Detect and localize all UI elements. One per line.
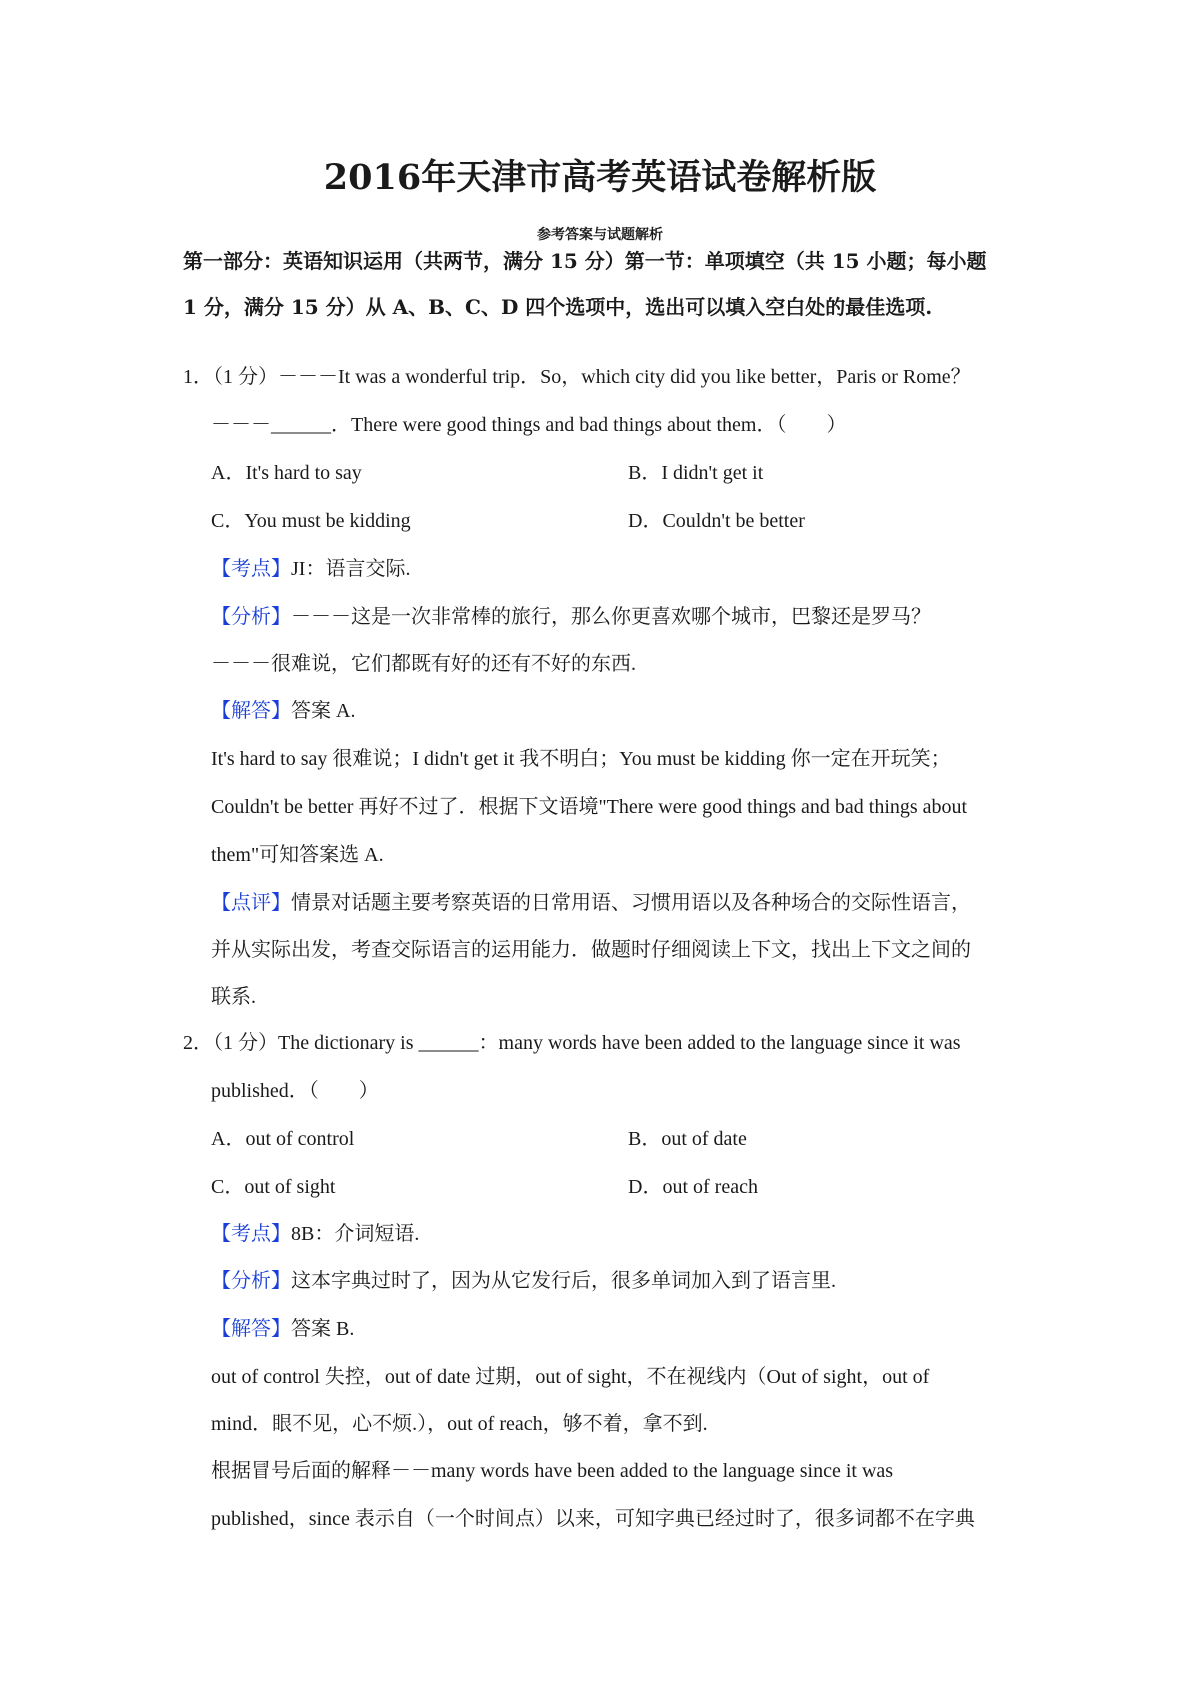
jieda-text: 答案 A.: [291, 700, 356, 722]
dianping-tag: 【点评】: [211, 892, 291, 914]
q2-fenxi: [211, 1268, 836, 1294]
q2-option-a: A．out of control: [211, 1128, 355, 1150]
kaodian-tag: 【考点】: [211, 1223, 291, 1245]
q2-explain-line3: 根据冒号后面的解释－－many words have been added to the language since it was: [211, 1460, 894, 1482]
q1-dianping-line3: 联系.: [211, 986, 256, 1008]
q2-option-c: C．out of sight: [211, 1176, 336, 1198]
q1-explain-line3: them"可知答案选 A.: [211, 844, 384, 866]
section-header-line1: 第一部分：英语知识运用（共两节，满分 15 分）第一节：单项填空（共 15 小题；每小题: [183, 249, 987, 273]
q1-dianping: [211, 890, 971, 916]
q1-stem-line1: 1．（1 分）－－－It was a wonderful trip．So，which city did you like better，Paris or Rome？: [183, 366, 971, 388]
dianping-text: 情景对话题主要考察英语的日常用语、习惯用语以及各种场合的交际性语言，: [291, 892, 971, 914]
fenxi-text: －－－这是一次非常棒的旅行，那么你更喜欢哪个城市，巴黎还是罗马？: [291, 606, 931, 628]
q2-stem-line2: published．（ ）: [211, 1080, 379, 1102]
q1-option-b: B．I didn't get it: [628, 462, 764, 484]
jieda-tag: 【解答】: [211, 1318, 291, 1340]
q2-explain-line2: mind．眼不见，心不烦.），out of reach，够不着，拿不到.: [211, 1413, 708, 1435]
q2-jieda: [211, 1316, 354, 1342]
q1-option-d: D．Couldn't be better: [628, 510, 805, 532]
q1-kaodian: [211, 556, 410, 582]
q1-explain-line1: It's hard to say 很难说；I didn't get it 我不明白；You must be kidding 你一定在开玩笑；: [211, 748, 951, 770]
q2-explain-line1: out of control 失控，out of date 过期，out of sight，不在视线内（Out of sight，out of: [211, 1366, 930, 1388]
q1-explain-line2: Couldn't be better 再好不过了．根据下文语境"There were good things and bad things about: [211, 796, 968, 818]
q2-option-d: D．out of reach: [628, 1176, 758, 1198]
kaodian-tag: 【考点】: [211, 558, 291, 580]
kaodian-text: 8B：介词短语.: [291, 1223, 420, 1245]
page-subtitle: 参考答案与试题解析: [537, 227, 663, 243]
fenxi-tag: 【分析】: [211, 1270, 291, 1292]
fenxi-text: 这本字典过时了，因为从它发行后，很多单词加入到了语言里.: [291, 1270, 836, 1292]
kaodian-text: JI：语言交际.: [291, 558, 411, 580]
q1-option-a: A．It's hard to say: [211, 462, 362, 484]
page-title: 2016年天津市高考英语试卷解析版: [323, 157, 877, 198]
q2-option-b: B．out of date: [628, 1128, 747, 1150]
q2-kaodian: [211, 1221, 419, 1247]
q1-dianping-line2: 并从实际出发，考查交际语言的运用能力．做题时仔细阅读上下文，找出上下文之间的: [211, 939, 971, 961]
q1-fenxi-line2: －－－很难说，它们都既有好的还有不好的东西.: [211, 653, 636, 675]
section-header-line2: 1 分，满分 15 分）从 A、B、C、D 四个选项中，选出可以填入空白处的最佳选项.: [183, 295, 933, 319]
jieda-text: 答案 B.: [291, 1318, 355, 1340]
jieda-tag: 【解答】: [211, 700, 291, 722]
q1-fenxi: [211, 604, 931, 630]
q1-option-c: C．You must be kidding: [211, 510, 411, 532]
fenxi-tag: 【分析】: [211, 606, 291, 628]
q1-stem-line2: －－－______．There were good things and bad things about them．（ ）: [211, 414, 847, 436]
q2-stem-line1: 2．（1 分）The dictionary is ______：many words have been added to the language since it was: [183, 1032, 961, 1054]
q1-jieda: [211, 698, 355, 724]
q2-explain-line4: published，since 表示自（一个时间点）以来，可知字典已经过时了，很多词都不在字典: [211, 1508, 975, 1530]
